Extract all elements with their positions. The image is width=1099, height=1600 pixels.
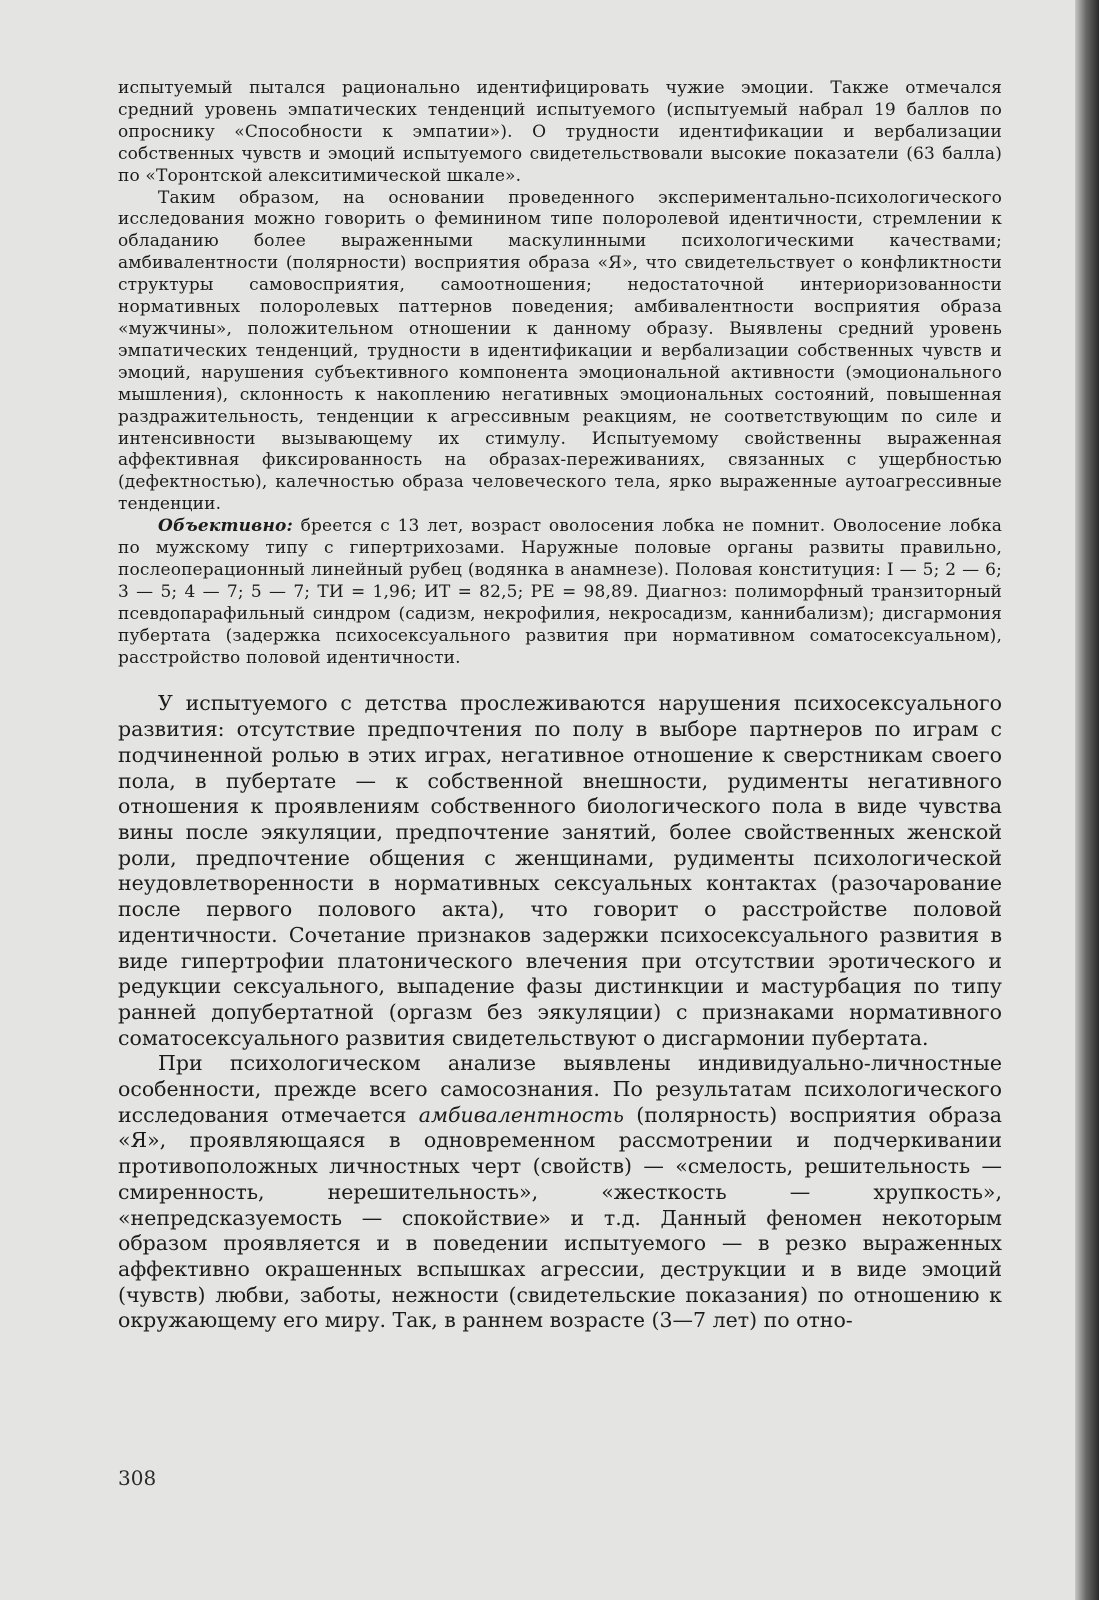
run-in-heading: Объективно: [158,516,293,537]
scan-edge-shadow [1075,0,1099,1600]
paragraph-text: (полярность) восприятия образа «Я», проявляющаяся в одновременном рассмотрении и подчеркивании противоположных личностных черт (свойств) — «смелость, решительность — смиренность, нерешительность», «жесткость — хрупкость», «непредсказуемость — спокойствие» и т.д. Данный феномен некоторым образом проявляется и в поведении испытуемого — в резко выраженных аффективно окрашенных вспышках агрессии, деструкции и в виде эмоций (чувств) любви, заботы, нежности (свидетельские показания) по отношению к окружающему его миру. Так, в раннем возрасте (3—7 лет) по отно- [118,1102,1002,1333]
paragraph: Таким образом, на основании проведенного экспериментально-психологического исследования можно говорить о феминином типе полоролевой идентичности, стремлении к обладанию более выраженными маскулинными психологическими качествами; амбивалентности (полярности) восприятия образа «Я», что свидетельствует о конфликтности структуры самовосприятия, самоотношения; недостаточной интериоризованности нормативных полоролевых паттернов поведения; амбивалентности восприятия образа «мужчины», положительном отношении к данному образу. Выявлены средний уровень эмпатических тенденций, трудности в идентификации и вербализации собственных чувств и эмоций, нарушения субъективного компонента эмоциональной активности (эмоционального мышления), склонность к накоплению негативных эмоциональных состояний, повышенная раздражительность, тенденции к агрессивным реакциям, не соответствующим по силе и интенсивности вызывающему их стимулу. Испытуемому свойственны выраженная аффективная фиксированность на образах-переживаниях, связанных с ущербностью (дефектностью), калечностью образа человеческого тела, ярко выраженные аутоагрессивные тенденции. [118,187,1002,515]
paragraph [118,516,1002,669]
page-body [118,78,1002,1334]
paragraph: У испытуемого с детства прослеживаются нарушения психосексуального развития: отсутствие предпочтения по полу в выборе партнеров по играм с подчиненной ролью в этих играх, негативное отношение к сверстникам своего пола, в пубертате — к собственной внешности, рудименты негативного отношения к проявлениям собственного биологического пола в виде чувства вины после эякуляции, предпочтение занятий, более свойственных женской роли, предпочтение общения с женщинами, рудименты психологической неудовлетворенности в нормативных сексуальных контактах (разочарование после первого полового акта), что говорит о расстройстве половой идентичности. Сочетание признаков задержки психосексуального развития в виде гипертрофии платонического влечения при отсутствии эротического и редукции сексуального, выпадение фазы дистинкции и мастурбация по типу ранней допубертатной (оргазм без эякуляции) с признаками нормативного соматосексуального развития свидетельствуют о дисгармонии пубертата. [118,691,1002,1050]
page-number: 308 [118,1466,157,1490]
paragraph-text: бреется с 13 лет, возраст оволосения лобка не помнит. Оволосение лобка по мужскому типу с гипертрихозами. Наружные половые органы развиты правильно, послеоперационный линейный рубец (водянка в анамнезе). Половая конституция: I — 5; 2 — 6; 3 — 5; 4 — 7; 5 — 7; ТИ = 1,96; ИТ = 82,5; РЕ = 98,89. Диагноз: полиморфный транзиторный псевдопарафильный синдром (садизм, некрофилия, некросадизм, каннибализм); дисгармония пубертата (задержка психосексуального развития при нормативном соматосексуальном), расстройство половой идентичности. [118,516,1002,668]
paragraph-text: При психологическом анализе выявлены индивидуально-личностные особенности, прежде всего самосознания. По результатам психологического исследования отмечается [118,1051,1002,1127]
small-print-section [118,78,1002,669]
main-text-section [118,691,1002,1334]
paragraph: испытуемый пытался рационально идентифицировать чужие эмоции. Также отмечался средний уровень эмпатических тенденций испытуемого (испытуемый набрал 19 баллов по опроснику «Способности к эмпатии»). О трудности идентификации и вербализации собственных чувств и эмоций испытуемого свидетельствовали высокие показатели (63 балла) по «Торонтской алекситимической шкале». [118,78,1002,186]
paragraph [118,1051,1002,1334]
italic-term: амбивалентность [418,1102,624,1127]
